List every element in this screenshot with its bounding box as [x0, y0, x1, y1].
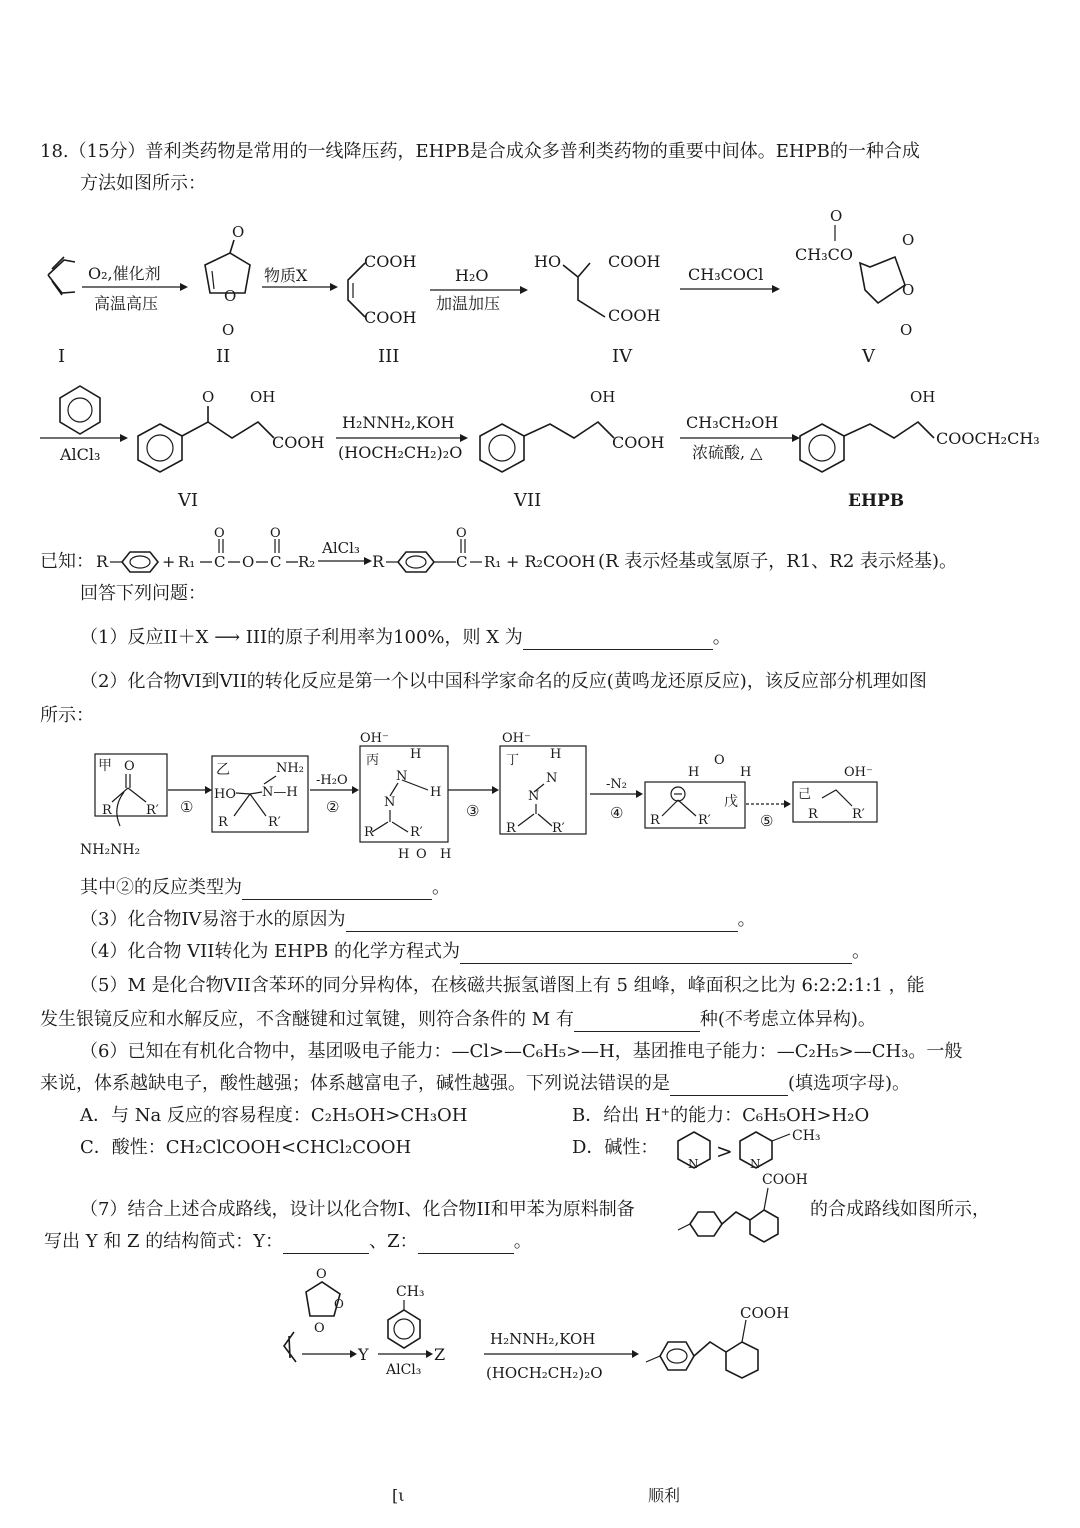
svg-text:COOH: COOH [364, 308, 417, 327]
svg-text:R₁: R₁ [484, 553, 502, 571]
svg-text:N: N [546, 771, 558, 786]
label-EHPB: EHPB [848, 491, 905, 511]
question-2-cont: 所示： [40, 705, 94, 726]
mechanism-box-jia [80, 754, 167, 858]
svg-text:丙: 丙 [366, 753, 380, 768]
svg-text:COOH: COOH [272, 433, 325, 452]
svg-text:R: R [364, 825, 374, 840]
synthesis-scheme-row1 [0, 205, 1080, 365]
svg-text:O: O [314, 1321, 325, 1336]
svg-text:COOH: COOH [608, 252, 661, 271]
answer-blank-y[interactable] [283, 1235, 369, 1254]
svg-text:①: ① [180, 798, 194, 816]
svg-text:Y: Y [358, 1345, 369, 1364]
compound-II-structure [205, 223, 250, 365]
compound-I-structure [48, 257, 75, 365]
svg-text:O: O [334, 1297, 344, 1311]
svg-text:OH: OH [590, 388, 616, 406]
svg-text:H: H [688, 765, 700, 780]
scheme2-anhydride [306, 1267, 344, 1336]
svg-text:R: R [96, 552, 109, 571]
question-7: （7）结合上述合成路线，设计以化合物I、化合物II和甲苯为原料制备 [80, 1199, 635, 1220]
svg-text:OH⁻: OH⁻ [502, 731, 531, 746]
svg-text:N: N [688, 1157, 699, 1171]
svg-text:R: R [650, 813, 660, 828]
svg-text:HO: HO [214, 787, 236, 802]
answer-blank-z[interactable] [418, 1235, 514, 1254]
svg-text:(R 表示烃基或氢原子，R1、R2 表示烃基)。: (R 表示烃基或氢原子，R1、R2 表示烃基)。 [598, 551, 958, 572]
mechanism-box-yi [212, 756, 308, 832]
svg-text:O: O [830, 207, 843, 225]
svg-text:O: O [242, 553, 255, 571]
mechanism-box-bing [360, 731, 451, 862]
compound-VI-structure [138, 388, 324, 511]
svg-text:COOH: COOH [612, 433, 665, 452]
svg-text:N: N [750, 1157, 761, 1171]
svg-text:R′: R′ [410, 825, 423, 840]
question-header: 18.（15分）普利类药物是常用的一线降压药，EHPB是合成众多普利类药物的重要中间体。EHPB的一种合成 [40, 141, 920, 162]
svg-text:C: C [270, 553, 282, 571]
svg-text:(HOCH₂CH₂)₂O: (HOCH₂CH₂)₂O [486, 1364, 603, 1382]
arrow-step6 [336, 413, 468, 462]
benzene-reagent [60, 386, 100, 434]
footer-right: 顺利 [648, 1486, 681, 1505]
label-I: I [58, 346, 66, 365]
answer-blank-5[interactable] [574, 1013, 700, 1032]
svg-text:CH₃CH₂OH: CH₃CH₂OH [686, 413, 779, 432]
label-VII: VII [514, 490, 542, 511]
svg-text:Z: Z [434, 1345, 446, 1364]
arrow-step1 [82, 264, 188, 313]
label-III: III [378, 346, 400, 365]
svg-text:O: O [902, 281, 915, 299]
question-7-cont: 写出 Y 和 Z 的结构简式：Y： 、Z： 。 [44, 1231, 532, 1252]
svg-text:O: O [222, 321, 235, 339]
svg-text:AlCl₃: AlCl₃ [386, 1362, 422, 1378]
answer-blank-6[interactable] [670, 1077, 788, 1096]
svg-text:HO: HO [534, 252, 562, 271]
compound-V-structure [795, 207, 914, 365]
svg-text:高温高压: 高温高压 [94, 294, 159, 313]
svg-text:O: O [124, 759, 135, 774]
svg-text:H: H [398, 847, 410, 862]
svg-text:⑤: ⑤ [760, 812, 774, 830]
arrow-step5 [40, 434, 128, 464]
svg-text:OH⁻: OH⁻ [844, 765, 873, 780]
svg-text:R′: R′ [552, 821, 565, 836]
svg-text:R₁: R₁ [178, 553, 196, 571]
svg-text:OH: OH [910, 388, 936, 406]
option-a[interactable]: A．与 Na 反应的容易程度：C₂H₅OH>CH₃OH [80, 1105, 468, 1126]
svg-text:H₂NNH₂,KOH: H₂NNH₂,KOH [342, 413, 455, 432]
question-5-cont: 发生银镜反应和水解反应，不含醚键和过氧键，则符合条件的 M 有 种(不考虑立体异构)。 [40, 1009, 876, 1030]
svg-text:COOH: COOH [364, 252, 417, 271]
svg-text:R′: R′ [146, 803, 159, 818]
svg-text:R: R [102, 803, 112, 818]
label-V: V [862, 346, 875, 365]
svg-text:N: N [396, 769, 408, 784]
svg-text:CH₃: CH₃ [792, 1128, 821, 1144]
arrow-step3 [430, 266, 528, 313]
svg-text:-N₂: -N₂ [606, 777, 627, 792]
svg-text:R′: R′ [268, 815, 281, 830]
svg-text:O: O [214, 526, 225, 541]
scheme2-butadiene [284, 1332, 296, 1362]
svg-text:COOH: COOH [740, 1304, 790, 1322]
question-6: （6）已知在有机化合物中，基团吸电子能力：—Cl>—C₆H₅>—H，基团推电子能力：—C₂H₅>—CH₃。一般 [80, 1041, 963, 1062]
mechanism-box-ji [793, 765, 877, 822]
svg-text:CH₃: CH₃ [396, 1284, 425, 1300]
svg-text:O: O [316, 1267, 327, 1282]
svg-text:物质X: 物质X [264, 266, 308, 285]
svg-text:O: O [270, 526, 281, 541]
svg-text:H: H [430, 785, 442, 800]
compound-IV-structure [534, 252, 660, 365]
svg-text:CH₃CO: CH₃CO [795, 245, 853, 264]
answer-blank-3[interactable] [346, 913, 738, 932]
compound-VII-structure [480, 388, 664, 511]
svg-text:O: O [714, 753, 725, 768]
label-IV: IV [612, 346, 633, 365]
known-reaction [0, 525, 1080, 585]
question-5: （5）M 是化合物VII含苯环的同分异构体，在核磁共振氢谱图上有 5 组峰，峰面积之比为 6:2:2:1:1 ，能 [80, 975, 925, 996]
svg-text:戊: 戊 [724, 794, 738, 810]
answer-blank-2[interactable] [242, 881, 432, 900]
svg-text:H: H [740, 765, 752, 780]
svg-text:C: C [214, 553, 226, 571]
svg-text:-H₂O: -H₂O [316, 773, 348, 788]
svg-text:R′: R′ [698, 813, 711, 828]
svg-text:>: > [716, 1139, 733, 1163]
svg-text:COOH: COOH [608, 306, 661, 325]
svg-text:H: H [550, 747, 562, 762]
svg-text:丁: 丁 [506, 753, 520, 768]
svg-text:N: N [528, 789, 540, 804]
svg-text:NH₂NH₂: NH₂NH₂ [80, 842, 141, 858]
svg-text:R: R [372, 552, 385, 571]
svg-text:O: O [456, 526, 467, 541]
question-header-cont: 方法如图所示： [80, 173, 206, 194]
label-II: II [216, 346, 231, 365]
svg-text:甲: 甲 [98, 758, 112, 774]
option-d[interactable]: D．碱性： [572, 1137, 659, 1158]
answer-intro: 回答下列问题： [80, 583, 206, 604]
svg-text:NH₂: NH₂ [276, 761, 304, 776]
question-6-cont: 来说，体系越缺电子，酸性越强；体系越富电子，碱性越强。下列说法错误的是 (填选项字母)。 [40, 1073, 911, 1094]
scheme2-product [646, 1304, 789, 1378]
svg-text:浓硫酸, △: 浓硫酸, △ [692, 443, 763, 462]
svg-text:O: O [416, 847, 427, 862]
svg-text:O: O [224, 287, 237, 305]
svg-text:(HOCH₂CH₂)₂O: (HOCH₂CH₂)₂O [338, 443, 463, 462]
mechanism-box-wu [645, 753, 751, 828]
svg-text:C: C [456, 553, 468, 571]
svg-text:N: N [384, 795, 396, 810]
label-VI: VI [178, 490, 199, 511]
svg-text:R′: R′ [852, 807, 865, 822]
compound-III-structure [348, 252, 416, 365]
svg-text:O: O [900, 321, 913, 339]
svg-text:O₂,催化剂: O₂,催化剂 [88, 264, 161, 283]
svg-text:+ R₂COOH: + R₂COOH [506, 552, 596, 571]
svg-text:OH⁻: OH⁻ [360, 731, 389, 746]
svg-text:O: O [232, 223, 245, 241]
answer-blank-4[interactable] [460, 945, 852, 964]
arrow-step2 [262, 266, 338, 291]
question-2-sub: 其中②的反应类型为 。 [80, 877, 450, 898]
question-4: （4）化合物 VII转化为 EHPB 的化学方程式为 。 [80, 941, 871, 962]
svg-text:H₂O: H₂O [455, 266, 489, 285]
mechanism-diagram [0, 728, 1080, 868]
question-7-mid: 的合成路线如图所示， [810, 1199, 990, 1220]
svg-text:+: + [162, 552, 176, 571]
mechanism-box-ding [500, 731, 586, 836]
svg-text:N—H: N—H [262, 785, 298, 800]
question-3: （3）化合物IV易溶于水的原因为 。 [80, 909, 756, 930]
svg-text:乙: 乙 [216, 762, 230, 778]
svg-text:②: ② [326, 798, 340, 816]
svg-text:H: H [410, 747, 422, 762]
arrow-step7 [680, 413, 800, 462]
svg-text:③: ③ [466, 802, 480, 820]
svg-text:④: ④ [610, 804, 624, 822]
synthesis-scheme-row2 [0, 382, 1080, 512]
synthesis-scheme-2 [0, 1262, 1080, 1422]
svg-text:O: O [902, 231, 915, 249]
svg-text:R: R [506, 821, 516, 836]
svg-text:CH₃COCl: CH₃COCl [688, 265, 764, 284]
svg-text:R₂: R₂ [298, 553, 316, 571]
svg-text:AlCl₃: AlCl₃ [60, 445, 101, 464]
option-b[interactable]: B．给出 H⁺的能力：C₆H₅OH>H₂O [572, 1105, 870, 1126]
arrow-step4 [680, 265, 780, 293]
svg-text:H₂NNH₂,KOH: H₂NNH₂,KOH [490, 1330, 596, 1348]
svg-text:R: R [218, 815, 228, 830]
svg-text:AlCl₃: AlCl₃ [322, 539, 360, 557]
svg-text:OH: OH [250, 388, 276, 406]
option-c[interactable]: C．酸性：CH₂ClCOOH<CHCl₂COOH [80, 1137, 412, 1158]
svg-text:已知：: 已知： [40, 551, 94, 572]
svg-text:COOH: COOH [762, 1172, 808, 1188]
footer-left: [ι [392, 1486, 405, 1505]
question-2: （2）化合物VI到VII的转化反应是第一个以中国科学家命名的反应(黄鸣龙还原反应)，该反应部分机理如图 [80, 671, 927, 692]
svg-text:H: H [440, 847, 452, 862]
scheme2-toluene [388, 1284, 425, 1348]
compound-EHPB-structure [800, 388, 1040, 511]
svg-text:加温加压: 加温加压 [436, 294, 501, 313]
svg-text:COOCH₂CH₃: COOCH₂CH₃ [936, 429, 1040, 448]
answer-blank-1[interactable] [523, 631, 713, 650]
svg-text:己: 己 [798, 787, 812, 802]
svg-text:O: O [202, 388, 215, 406]
svg-text:R: R [808, 807, 818, 822]
q7-target-structure [672, 1164, 832, 1254]
question-1: （1）反应II＋X ⟶ III的原子利用率为100%，则 X 为 。 [80, 627, 731, 648]
